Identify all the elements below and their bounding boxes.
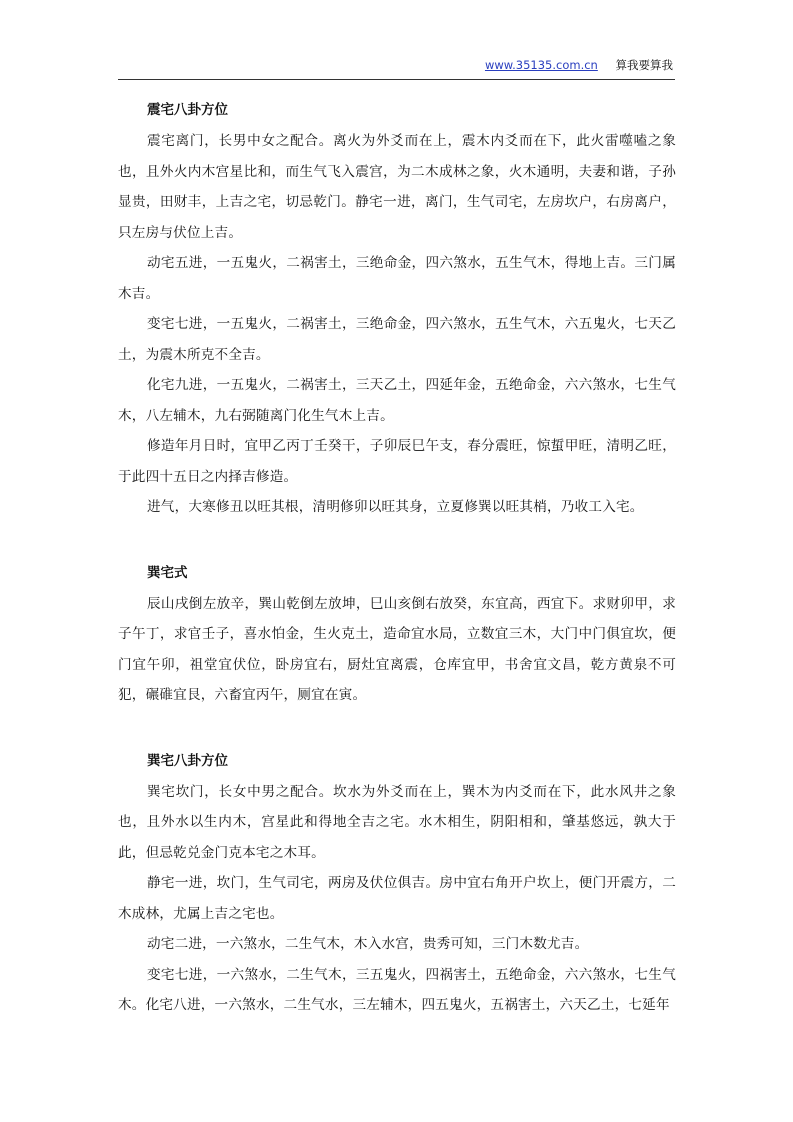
paragraph: 巽宅坎门，长女中男之配合。坎水为外爻而在上，巽木为内爻而在下，此水风井之象也，且外水以生内木，宫星此和得地全吉之宅。水木相生，阴阳相和，肇基悠远，孰大于此，但忌乾兑金门克本宅之木耳。 bbox=[118, 783, 676, 861]
paragraph: 动宅五进，一五鬼火，二祸害土，三绝命金，四六煞水，五生气木，得地上吉。三门属木吉。 bbox=[118, 255, 676, 302]
header-right bbox=[485, 57, 673, 73]
paragraph: 震宅离门，长男中女之配合。离火为外爻而在上，震木内爻而在下，此火雷噬嗑之象也，且外火内木宫星比和，而生气飞入震宫，为二木成林之象，火木通明，夫妻和谐，子孙显贵，田财丰，上吉之宅，切忌乾门。静宅一进，离门，生气司宅，左房坎户，右房离户，只左房与伏位上吉。 bbox=[118, 133, 676, 241]
paragraph: 变宅七进，一五鬼火，二祸害土，三绝命金，四六煞水，五生气木，六五鬼火，七天乙土，为震木所克不全吉。 bbox=[118, 316, 676, 363]
section-title: 巽宅八卦方位 bbox=[147, 752, 228, 769]
paragraph: 进气，大寒修丑以旺其根，清明修卯以旺其身，立夏修巽以旺其梢，乃收工入宅。 bbox=[147, 499, 644, 515]
paragraph: 变宅七进，一六煞水，二生气木，三五鬼火，四祸害土，五绝命金，六六煞水，七生气木。化宅八进，一六煞水，二生气水，三左辅木，四五鬼火，五祸害土，六天乙土，七延年 bbox=[118, 966, 676, 1013]
section-title: 震宅八卦方位 bbox=[147, 102, 228, 118]
paragraph: 静宅一进，坎门，生气司宅，两房及伏位俱吉。房中宜右角开户坎上，便门开震方，二木成林，尤属上吉之宅也。 bbox=[118, 875, 676, 922]
paragraph: 修造年月日时，宜甲乙丙丁壬癸干，子卯辰巳午支，春分震旺，惊蜇甲旺，清明乙旺，于此四十五日之内择吉修造。 bbox=[118, 438, 676, 485]
paragraph: 动宅二进，一六煞水，二生气木，木入水宫，贵秀可知，三门木数尤吉。 bbox=[147, 936, 589, 952]
section-xun-bagua bbox=[118, 749, 676, 1021]
section-title: 巽宅式 bbox=[147, 564, 188, 581]
page-header bbox=[118, 55, 675, 80]
section-zhen-bagua bbox=[118, 98, 676, 523]
paragraph: 化宅九进，一五鬼火，二祸害土，三天乙土，四延年金，五绝命金，六六煞水，七生气木，八左辅木，九右弼随离门化生气木上吉。 bbox=[118, 377, 676, 424]
paragraph: 辰山戌倒左放辛，巽山乾倒左放坤，巳山亥倒右放癸，东宜高，西宜下。求财卯甲，求子午丁，求官壬子，喜水怕金，生火克土，造命宜水局，立数宜三木，大门中门俱宜坎，便门宜午卯，祖堂宜伏位，卧房宜右，厨灶宜离震，仓库宜甲，书舍宜文昌，乾方黄泉不可犯，碾碓宜艮，六畜宜丙午，厕宜在寅。 bbox=[118, 595, 676, 703]
site-url-link[interactable]: www.35135.com.cn bbox=[484, 58, 598, 72]
document-body bbox=[118, 98, 676, 1021]
section-xun-style bbox=[118, 561, 676, 711]
header-tagline: 算我要算我 bbox=[615, 58, 673, 72]
